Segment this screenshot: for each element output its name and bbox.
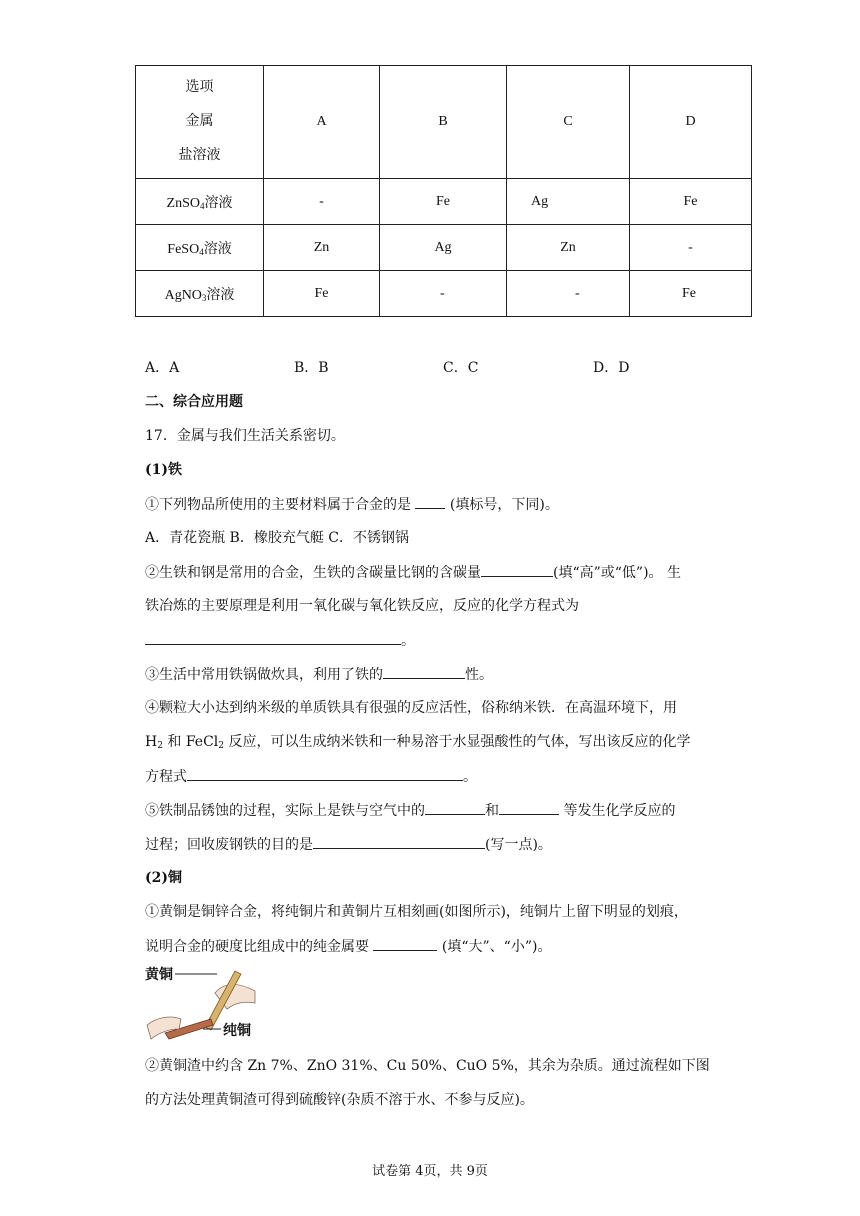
q2-2-line-a: ②黄铜渣中约含 Zn 7%、ZnO 31%、Cu 50%、CuO 5%，其余为杂质。通过流程如下图 (145, 1058, 710, 1074)
answer-blank[interactable] (373, 936, 437, 951)
table-cell: - (630, 225, 752, 271)
q1-3-line: ③生活中常用铁锅做炊具，利用了铁的 性。 (145, 664, 493, 685)
choice-b[interactable]: B．B (294, 360, 329, 376)
q1-1-line: ①下列物品所使用的主要材料属于合金的是 (填标号，下同)。 (145, 494, 559, 515)
header-label-salt: 盐溶液 (178, 148, 221, 163)
row-label: AgNO$_3$溶液 (136, 271, 264, 317)
row-label: FeSO$_4$溶液 (136, 225, 264, 271)
answer-blank[interactable] (481, 562, 553, 577)
table-cell: Zn (507, 225, 630, 271)
part-2-heading: (2)铜 (145, 870, 182, 886)
col-header-c: C (507, 66, 630, 179)
q1-2-line-a: ②生铁和钢是常用的合金，生铁的含碳量比钢的含碳量 (填“高”或“低”)。 生 (145, 562, 681, 583)
table-row (136, 271, 752, 317)
answer-blank[interactable] (145, 630, 401, 645)
options-table (135, 65, 752, 317)
answer-blank[interactable] (383, 664, 465, 679)
q1-2-line-b: 铁冶炼的主要原理是利用一氧化碳与氧化铁反应，反应的化学方程式为 (145, 598, 579, 614)
table-row (136, 179, 752, 225)
section-title: 二、综合应用题 (145, 394, 243, 410)
table-cell: Fe (630, 179, 752, 225)
col-header-b: B (380, 66, 507, 179)
choice-a[interactable]: A．A (145, 360, 180, 376)
table-cell: Ag (507, 179, 630, 225)
q1-5-line-a: ⑤铁制品锈蚀的过程，实际上是铁与空气中的 和 等发生化学反应的 (145, 800, 675, 821)
brass-copper-figure (145, 963, 257, 1045)
choice-d[interactable]: D．D (593, 360, 630, 376)
answer-blank[interactable] (425, 800, 485, 815)
q2-1-line-b: 说明合金的硬度比组成中的纯金属要 (填“大”、“小”)。 (145, 936, 551, 957)
table-cell: Fe (264, 271, 380, 317)
header-label-metal: 金属 (185, 114, 214, 129)
question-stem: 17．金属与我们生活关系密切。 (145, 428, 345, 444)
label-brass: 黄铜 (145, 967, 173, 983)
label-pure-copper: 纯铜 (223, 1023, 251, 1039)
table-row (136, 225, 752, 271)
q1-4-line-a: ④颗粒大小达到纳米级的单质铁具有很强的反应活性，俗称纳米铁．在高温环境下，用 (145, 700, 677, 716)
row-label: ZnSO$_4$溶液 (136, 179, 264, 225)
answer-blank[interactable] (415, 494, 445, 509)
q1-5-line-b: 过程；回收废钢铁的目的是 (写一点)。 (145, 834, 552, 855)
col-header-d: D (630, 66, 752, 179)
table-cell: Ag (380, 225, 507, 271)
choice-c[interactable]: C．C (443, 360, 479, 376)
q1-1-options: A．青花瓷瓶 B．橡胶充气艇 C．不锈钢锅 (145, 530, 410, 546)
table-cell: Fe (380, 179, 507, 225)
table-cell: - (264, 179, 380, 225)
header-label-option: 选项 (185, 80, 214, 95)
q1-4-line-b: $H_2$ 和 FeCl$_2$ 反应，可以生成纳米铁和一种易溶于水显强酸性的气体，写出该反应的化学 (145, 734, 691, 751)
answer-blank[interactable] (313, 834, 485, 849)
answer-blank[interactable] (499, 800, 559, 815)
table-corner-header (136, 66, 264, 179)
table-cell: - (380, 271, 507, 317)
table-cell: Fe (630, 271, 752, 317)
page-footer: 试卷第 4页，共 9页 (372, 1164, 488, 1179)
table-cell: Zn (264, 225, 380, 271)
answer-blank[interactable] (187, 766, 463, 781)
table-cell: - (507, 271, 630, 317)
q1-4-line-c: 方程式 。 (145, 766, 477, 787)
q1-2-line-c: 。 (145, 630, 415, 651)
table-header-row (136, 66, 752, 179)
col-header-a: A (264, 66, 380, 179)
q2-2-line-b: 的方法处理黄铜渣可得到硫酸锌(杂质不溶于水、不参与反应)。 (145, 1092, 534, 1108)
q2-1-line-a: ①黄铜是铜锌合金，将纯铜片和黄铜片互相刻画(如图所示)，纯铜片上留下明显的划痕， (145, 904, 688, 920)
scratch-illustration (145, 963, 257, 1045)
part-1-heading: (1)铁 (145, 462, 182, 478)
